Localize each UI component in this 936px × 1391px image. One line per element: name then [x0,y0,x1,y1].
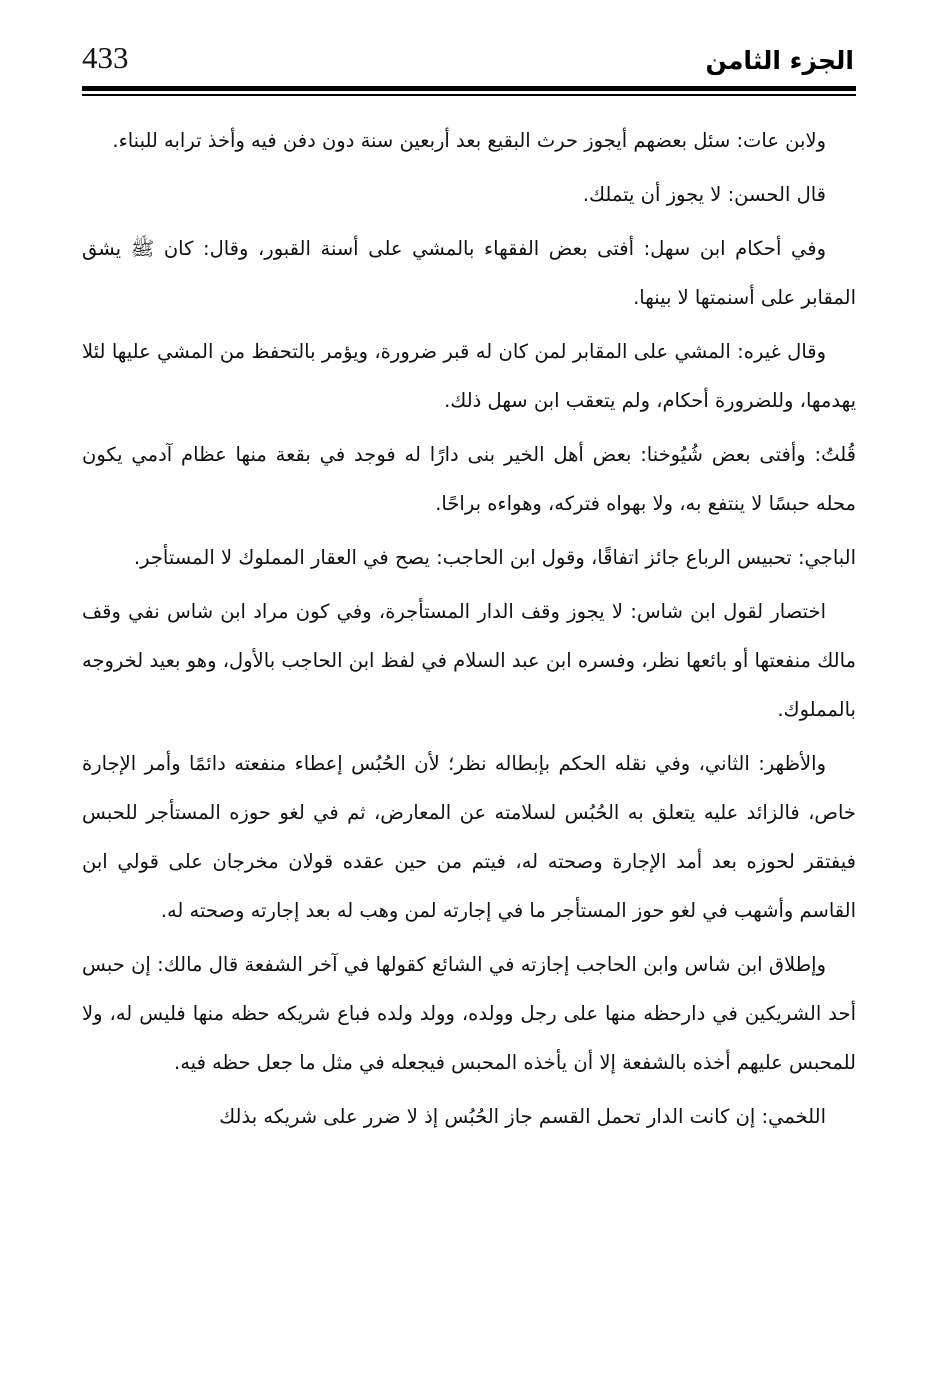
paragraph: اللخمي: إن كانت الدار تحمل القسم جاز الحُبُس إذ لا ضرر على شريكه بذلك [219,1105,826,1128]
header-rule-thin [82,94,856,96]
paragraph: قُلتُ: وأفتى بعض شُيُوخنا: بعض أهل الخير بنى دارًا له فوجد في بقعة منها عظام آدمي يكون محله حبسًا لا ينتفع به، ولا بهواه فتركه، وهواءه براحًا. [82,443,856,515]
paragraph: وفي أحكام ابن سهل: أفتى بعض الفقهاء بالمشي على أسنة القبور، وقال: كان ﷺ يشق المقابر على أسنمتها لا بينها. [82,237,856,309]
paragraph: وإطلاق ابن شاس وابن الحاجب إجازته في الشائع كقولها في آخر الشفعة قال مالك: إن حبس أحد الشريكين في دارحظه منها على رجل وولده، وولد ولده فباع شريكه حظه منها فليس له، ولا للمحبس عليهم أخذه بالشفعة إلا أن يأخذه المحبس فيجعله في مثل ما جعل حظه فيه. [82,953,856,1074]
paragraph: والأظهر: الثاني، وفي نقله الحكم بإبطاله نظر؛ لأن الحُبُس إعطاء منفعته دائمًا وأمر الإجارة خاص، فالزائد عليه يتعلق به الحُبُس لسلامته عن المعارض، ثم في لغو حوزه المستأجر للحبس فيفتقر لحوزه بعد أمد الإجارة وصحته له، فيتم من حين عقده قولان مخرجان على قولي ابن القاسم وأشهب في لغو حوز المستأجر ما في إجارته لمن وهب له بعد إجارته وصحته له. [82,752,856,922]
page-number: 433 [82,40,129,75]
page-header [82,38,854,86]
paragraph: وقال غيره: المشي على المقابر لمن كان له قبر ضرورة، ويؤمر بالتحفظ من المشي عليها لئلا يهدمها، وللضرورة أحكام، ولم يتعقب ابن سهل ذلك. [82,340,856,412]
running-title: الجزء الثامن [705,46,854,75]
paragraph: اختصار لقول ابن شاس: لا يجوز وقف الدار المستأجرة، وفي كون مراد ابن شاس نفي وقف مالك منفعتها أو بائعها نظر، وفسره ابن عبد السلام في لفظ ابن الحاجب بالأول، وهو بعيد لخروجه بالمملوك. [82,600,856,721]
body-text [82,116,856,1146]
paragraph: ولابن عات: سئل بعضهم أيجوز حرث البقيع بعد أربعين سنة دون دفن فيه وأخذ ترابه للبناء. [112,129,826,152]
paragraph: قال الحسن: لا يجوز أن يتملك. [582,183,826,206]
paragraph: الباجي: تحبيس الرباع جائز اتفاقًا، وقول ابن الحاجب: يصح في العقار المملوك لا المستأجر. [133,546,856,569]
header-rule-thick [82,86,856,91]
